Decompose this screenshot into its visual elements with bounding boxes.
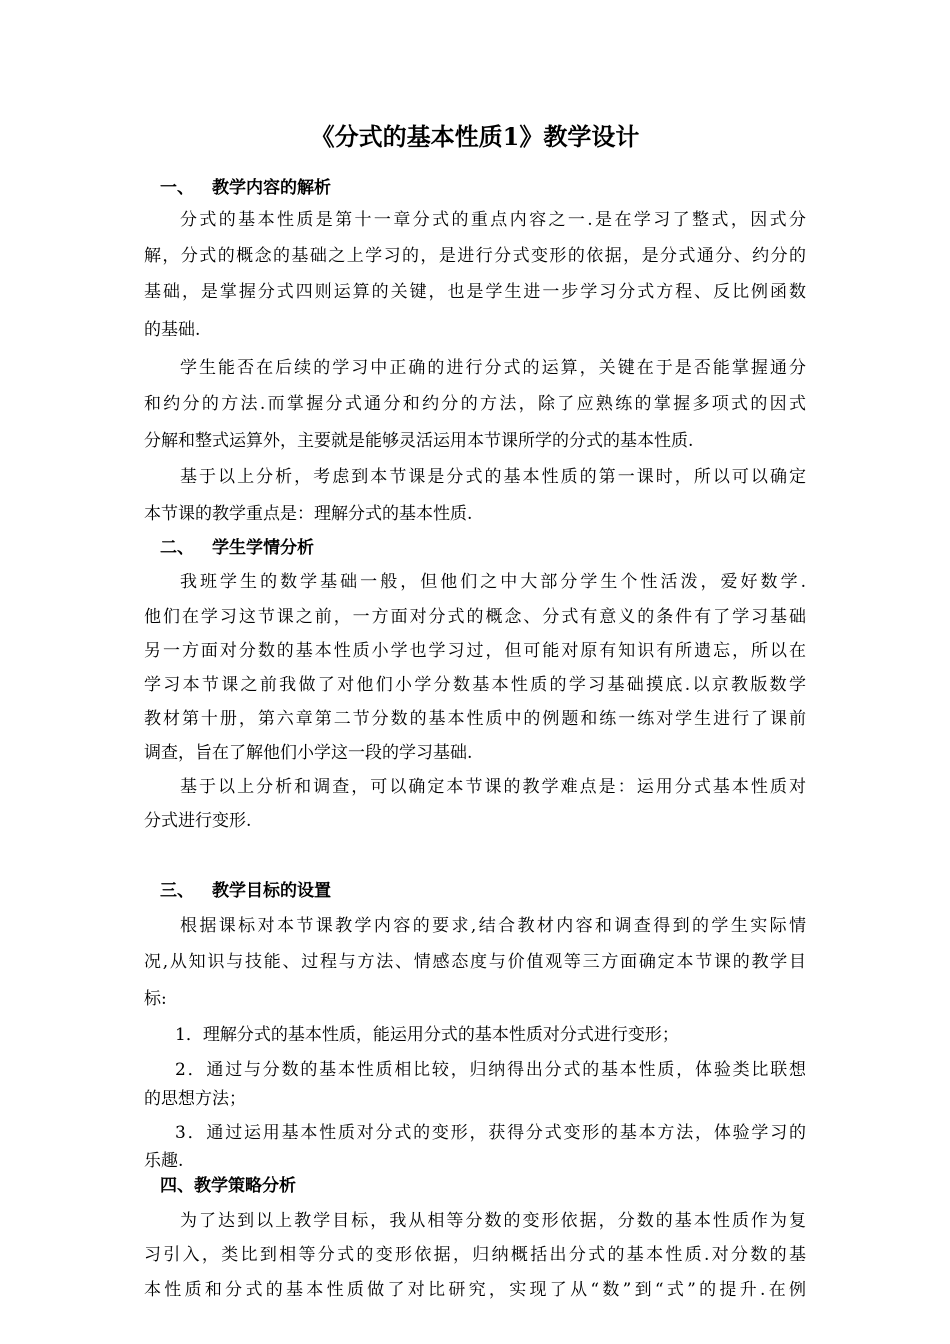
paragraph-line: 根据课标对本节课教学内容的要求,结合教材内容和调查得到的学生实际情 [180, 916, 806, 936]
paragraph-line: 标: [144, 989, 167, 1009]
paragraph-line: 为了达到以上教学目标，我从相等分数的变形依据，分数的基本性质作为复 [180, 1211, 806, 1231]
section-number: 二、 [160, 538, 194, 558]
paragraph-line: 况,从知识与技能、过程与方法、情感态度与价值观等三方面确定本节课的教学目 [144, 952, 806, 972]
section-number: 一、 [160, 178, 194, 198]
paragraph-line: 本节课的教学重点是：理解分式的基本性质. [144, 504, 473, 524]
paragraph-line: 基于以上分析，考虑到本节课是分式的基本性质的第一课时，所以可以确定 [180, 467, 806, 487]
paragraph-line: 基础，是掌握分式四则运算的关键，也是学生进一步学习分式方程、反比例函数 [144, 282, 806, 302]
paragraph-line: 解，分式的概念的基础之上学习的，是进行分式变形的依据，是分式通分、约分的 [144, 246, 806, 266]
section-heading-4 [160, 1174, 296, 1198]
paragraph-line: 和约分的方法.而掌握分式通分和约分的方法，除了应熟练的掌握多项式的因式 [144, 394, 806, 414]
document-title: 《分式的基本性质1》教学设计 [310, 122, 640, 151]
objective-item-2: 2．通过与分数的基本性质相比较，归纳得出分式的基本性质，体验类比联想 [175, 1060, 806, 1080]
section-heading-text: 教学内容的解析 [212, 178, 331, 198]
paragraph-line: 分解和整式运算外，主要就是能够灵活运用本节课所学的分式的基本性质. [144, 431, 694, 451]
section-heading-text: 学生学情分析 [212, 538, 314, 558]
objective-item-1: 1．理解分式的基本性质，能运用分式的基本性质对分式进行变形； [175, 1025, 679, 1045]
section-heading-text: 教学目标的设置 [212, 881, 331, 901]
section-heading-3 [160, 879, 331, 903]
paragraph-line: 习引入，类比到相等分式的变形依据，归纳概括出分式的基本性质.对分数的基 [144, 1245, 806, 1265]
paragraph-line: 基于以上分析和调查，可以确定本节课的教学难点是：运用分式基本性质对 [180, 777, 806, 797]
paragraph-line: 乐趣. [144, 1151, 184, 1171]
paragraph-line: 学生能否在后续的学习中正确的进行分式的运算，关键在于是否能掌握通分 [180, 358, 806, 378]
section-number: 四、 [160, 1176, 194, 1196]
paragraph-line: 调查，旨在了解他们小学这一段的学习基础. [144, 743, 473, 763]
paragraph-line: 的思想方法； [144, 1089, 246, 1109]
paragraph-line: 另一方面对分数的基本性质小学也学习过，但可能对原有知识有所遗忘，所以在 [144, 641, 806, 661]
paragraph-line: 教材第十册，第六章第二节分数的基本性质中的例题和练一练对学生进行了课前 [144, 709, 806, 729]
paragraph-line: 他们在学习这节课之前，一方面对分式的概念、分式有意义的条件有了学习基础 [144, 607, 806, 627]
section-number: 三、 [160, 881, 194, 901]
paragraph-line: 我班学生的数学基础一般，但他们之中大部分学生个性活泼，爱好数学. [180, 572, 806, 592]
paragraph-line: 分式进行变形. [144, 811, 252, 831]
section-heading-1 [160, 176, 331, 200]
section-heading-text: 教学策略分析 [194, 1176, 296, 1196]
paragraph-line: 的基础. [144, 320, 201, 340]
paragraph-line: 本性质和分式的基本性质做了对比研究，实现了从“数”到“式”的提升.在例 [144, 1280, 806, 1300]
objective-item-3: 3．通过运用基本性质对分式的变形，获得分式变形的基本方法，体验学习的 [175, 1123, 806, 1143]
paragraph-line: 分式的基本性质是第十一章分式的重点内容之一.是在学习了整式，因式分 [180, 210, 806, 230]
paragraph-line: 学习本节课之前我做了对他们小学分数基本性质的学习基础摸底.以京教版数学 [144, 675, 806, 695]
section-heading-2 [160, 536, 314, 560]
